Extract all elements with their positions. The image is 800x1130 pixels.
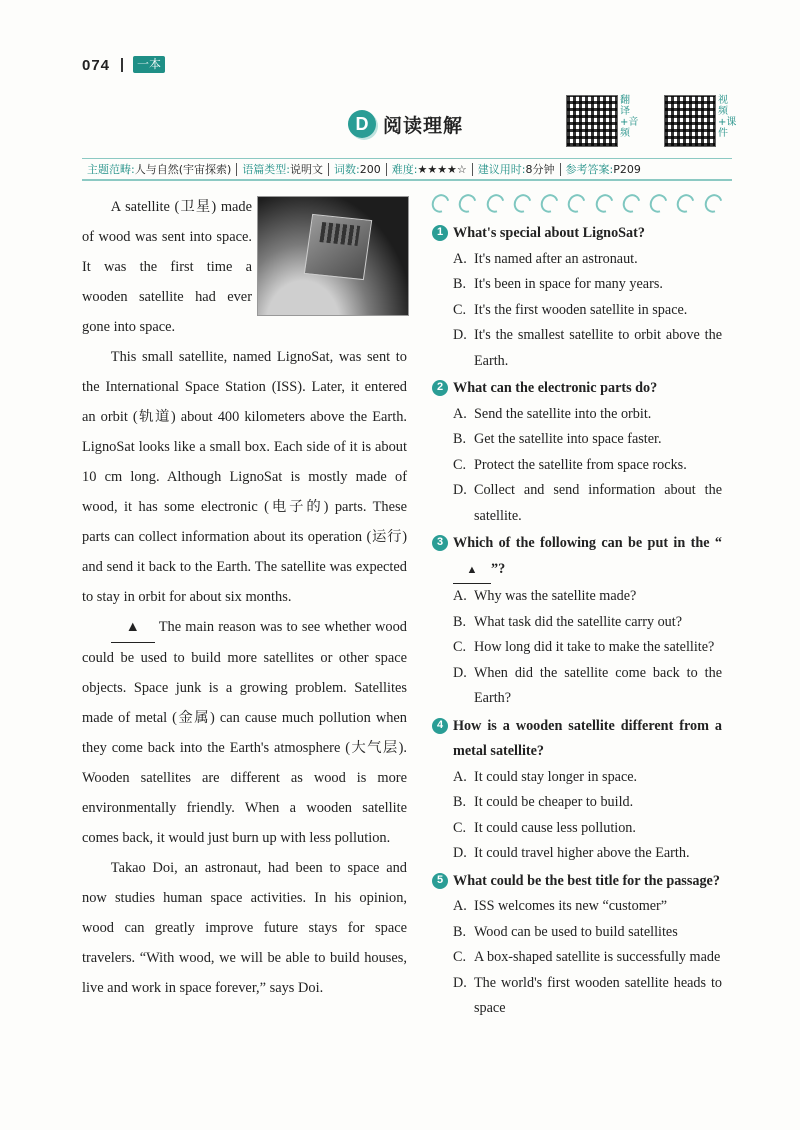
section-letter-badge: D (348, 110, 376, 138)
option-a[interactable]: A. Why was the satellite made? (453, 588, 637, 604)
option-b[interactable]: B. Wood can be used to build satellites (453, 923, 678, 940)
section-title (348, 110, 463, 138)
option-c[interactable]: C. It could cause less pollution. (453, 819, 636, 836)
passage-paragraph-4: Takao Doi, an astronaut, had been to space and now studies human space activities. In his opinion, wood can greatly improve future stays for space travelers. “With wood, we will be able to build houses, live and work in space forever,” says Doi. (82, 860, 407, 996)
question-stem: What's special about LignoSat? (453, 225, 645, 241)
option-b[interactable]: B. What task did the satellite carry out? (453, 613, 683, 630)
question-number-badge: 4 (432, 718, 448, 734)
question-number-badge: 3 (432, 535, 448, 551)
question-5 (432, 869, 722, 1022)
question-stem: How is a wooden satellite different from a metal satellite? (453, 717, 722, 759)
option-c[interactable]: C. How long did it take to make the satellite? (453, 639, 715, 655)
question-stem: What can the electronic parts do? (453, 380, 658, 396)
passage-blank: ▲ (111, 612, 155, 643)
page-divider (121, 58, 123, 72)
info-difficulty: 难度:★★★★☆ (387, 163, 473, 176)
question-2 (432, 376, 722, 529)
question-3 (432, 531, 722, 712)
option-b[interactable]: B. It's been in space for many years. (453, 276, 663, 292)
question-stem: What could be the best title for the passage? (453, 872, 720, 889)
questions-column (432, 194, 722, 1024)
option-a[interactable]: A. It's named after an astronaut. (453, 250, 638, 267)
question-blank: ▲ (453, 558, 491, 585)
reading-passage (82, 192, 407, 1003)
option-c[interactable]: C. A box-shaped satellite is successfully made (453, 949, 721, 965)
option-a[interactable]: A. ISS welcomes its new “customer” (453, 898, 668, 914)
option-d[interactable]: D. It could travel higher above the Earth. (453, 845, 690, 861)
passage-paragraph-1: A satellite (卫星) made of wood was sent into space. It was the first time a wooden satellite had ever gone into space. (82, 199, 252, 335)
option-b[interactable]: B. It could be cheaper to build. (453, 794, 634, 810)
question-stem: Which of the following can be put in the “▲ ”? (453, 531, 722, 584)
qr2-label: 视频+课件 (718, 95, 737, 139)
page-number: 074 (82, 57, 111, 74)
option-d[interactable]: D. When did the satellite come back to the Earth? (453, 664, 722, 706)
question-number-badge: 2 (432, 380, 448, 396)
info-time: 建议用时:8分钟 (473, 163, 561, 176)
option-a[interactable]: A. It could stay longer in space. (453, 768, 638, 785)
info-theme: 主题范畴:人与自然(宇宙探索) (82, 163, 237, 176)
qr-code-translation-icon[interactable] (566, 95, 618, 147)
option-d[interactable]: D. Collect and send information about the satellite. (453, 482, 722, 524)
option-a[interactable]: A. Send the satellite into the orbit. (453, 405, 652, 422)
option-b[interactable]: B. Get the satellite into space faster. (453, 431, 662, 447)
question-4 (432, 714, 722, 867)
option-c[interactable]: C. Protect the satellite from space rocks. (453, 456, 687, 473)
info-word-count: 词数:200 (329, 163, 387, 176)
brand-logo: 一本 (133, 56, 165, 73)
info-genre: 语篇类型:说明文 (237, 163, 329, 176)
qr1-label: 翻译+音频 (620, 95, 639, 139)
section-name: 阅读理解 (383, 114, 464, 137)
question-number-badge: 1 (432, 225, 448, 241)
info-bar (82, 158, 732, 181)
question-number-badge: 5 (432, 873, 448, 889)
qr-code-video-icon[interactable] (664, 95, 716, 147)
decorative-ring-chain (432, 194, 722, 213)
passage-paragraph-3: ▲ The main reason was to see whether wood could be used to build more satellites or other space objects. Space junk is a growing problem. Satellites made of metal (金属) can cause much pollution when they come back into the Earth's atmosphere (大气层). Wooden satellites are different as wood is more environmentally friendly. When a wooden satellite comes back, it would just burn up with less pollution. (82, 612, 407, 853)
option-d[interactable]: D. The world's first wooden satellite heads to space (453, 974, 722, 1016)
passage-paragraph-2: This small satellite, named LignoSat, was sent to the International Space Station (ISS). Later, it entered an orbit (轨道) about 400 kilometers above the Earth. LignoSat looks like a small box. Each side of it is about 10 cm long. Although LignoSat is mostly made of wood, it has some electronic (电子的) parts. These parts can collect information about its operation (运行) and send it back to the Earth. The satellite was expected to stay in orbit for about six months. (82, 349, 407, 605)
option-c[interactable]: C. It's the first wooden satellite in space. (453, 301, 688, 318)
info-answer-page: 参考答案:P209 (565, 162, 641, 176)
question-1 (432, 221, 722, 374)
option-d[interactable]: D. It's the smallest satellite to orbit above the Earth. (453, 327, 722, 369)
